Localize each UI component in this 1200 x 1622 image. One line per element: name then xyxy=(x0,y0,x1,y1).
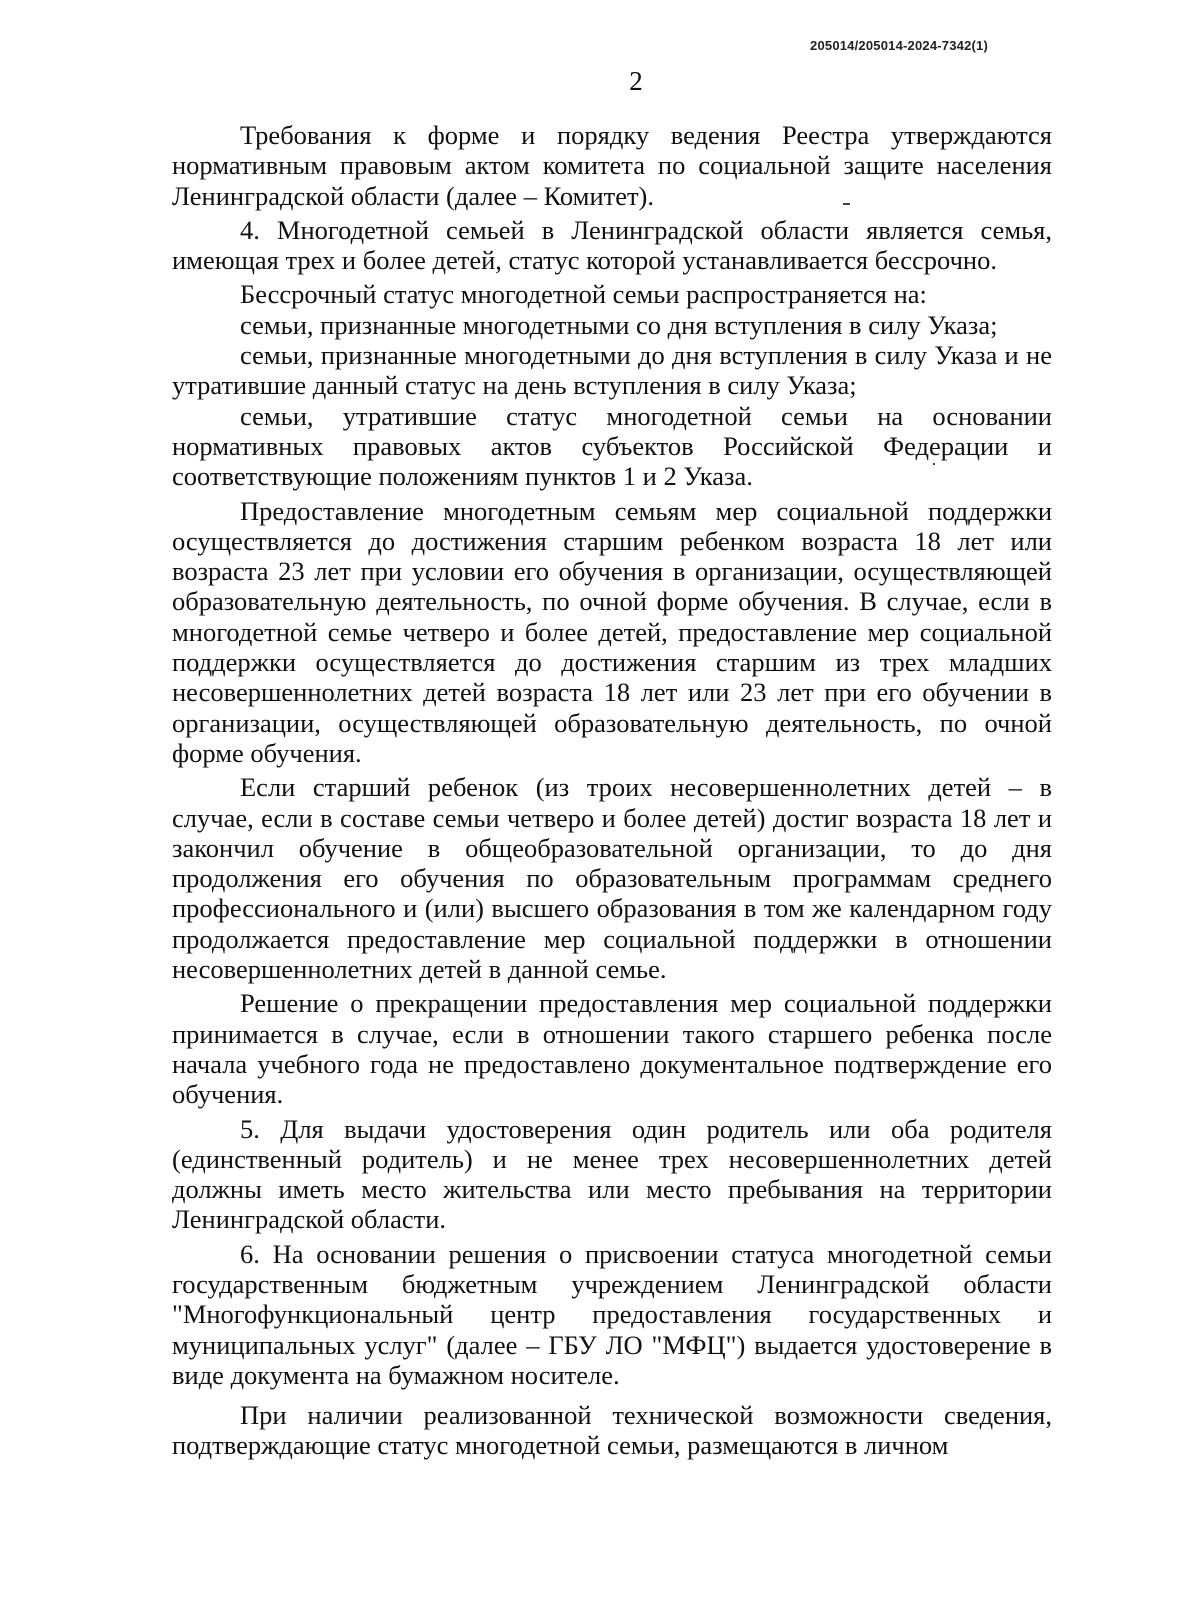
paragraph-support-measures: Предоставление многодетным семьям мер социальной поддержки осуществляется до достижения старшим ребенком возраста 18 лет или возраста 23 лет при условии его обучения в организации, осуществляющей образовательную деятельность, по очной форме обучения. В случае, если в многодетной семье четверо и более детей, предоставление мер социальной поддержки осуществляется до достижения старшим из трех младших несовершеннолетних детей возраста 18 лет или 23 лет при его обучении в организации, осуществляющей образовательную деятельность, по очной форме обучения. xyxy=(172,495,1052,768)
scan-mark xyxy=(933,463,935,465)
page-number: 2 xyxy=(629,66,643,96)
paragraph-item-6: 6. На основании решения о присвоении статуса многодетной семьи государственным бюджетным учреждением Ленинградской области "Многофункциональный центр предоставления государственных и муниципальных услуг" (далее – ГБУ ЛО "МФЦ") выдается удостоверение в виде документа на бумажном носителе. xyxy=(172,1238,1052,1390)
paragraph-families-before-decree: семьи, признанные многодетными до дня вступления в силу Указа и не утратившие данный статус на день вступления в силу Указа; xyxy=(172,340,1052,401)
paragraph-families-since-decree: семьи, признанные многодетными со дня вступления в силу Указа; xyxy=(240,309,998,340)
paragraph-indefinite-status: Бессрочный статус многодетной семьи распространяется на: xyxy=(240,279,927,310)
document-id: 205014/205014-2024-7342(1) xyxy=(810,38,988,53)
scan-mark xyxy=(843,203,850,205)
paragraph-technical-possibility: При наличии реализованной технической возможности сведения, подтверждающие статус многодетной семьи, размещаются в личном xyxy=(172,1400,1052,1461)
paragraph-registry-requirements: Требования к форме и порядку ведения Реестра утверждаются нормативным правовым актом комитета по социальной защите населения Ленинградской области (далее – Комитет). xyxy=(172,120,1052,211)
paragraph-item-4: 4. Многодетной семьей в Ленинградской области является семья, имеющая трех и более детей, статус которой устанавливается бессрочно. xyxy=(172,214,1052,276)
paragraph-families-lost-status: семьи, утратившие статус многодетной семьи на основании нормативных правовых актов субъектов Российской Федерации и соответствующие положениям пунктов 1 и 2 Указа. xyxy=(172,400,1052,492)
paragraph-termination-decision: Решение о прекращении предоставления мер социальной поддержки принимается в случае, если в отношении такого старшего ребенка после начала учебного года не предоставлено документальное подтверждение его обучения. xyxy=(172,988,1052,1110)
document-body xyxy=(172,120,1052,1461)
paragraph-eldest-child: Если старший ребенок (из троих несовершеннолетних детей – в случае, если в составе семьи четверо и более детей) достиг возраста 18 лет и закончил обучение в общеобразовательной организации, то до дня продолжения его обучения по образовательным программам среднего профессионального и (или) высшего образования в том же календарном году продолжается предоставление мер социальной поддержки в отношении несовершеннолетних детей в данной семье. xyxy=(172,772,1052,985)
paragraph-item-5: 5. Для выдачи удостоверения один родитель или оба родителя (единственный родитель) и не менее трех несовершеннолетних детей должны иметь место жительства или место пребывания на территории Ленинградской области. xyxy=(172,1113,1052,1235)
